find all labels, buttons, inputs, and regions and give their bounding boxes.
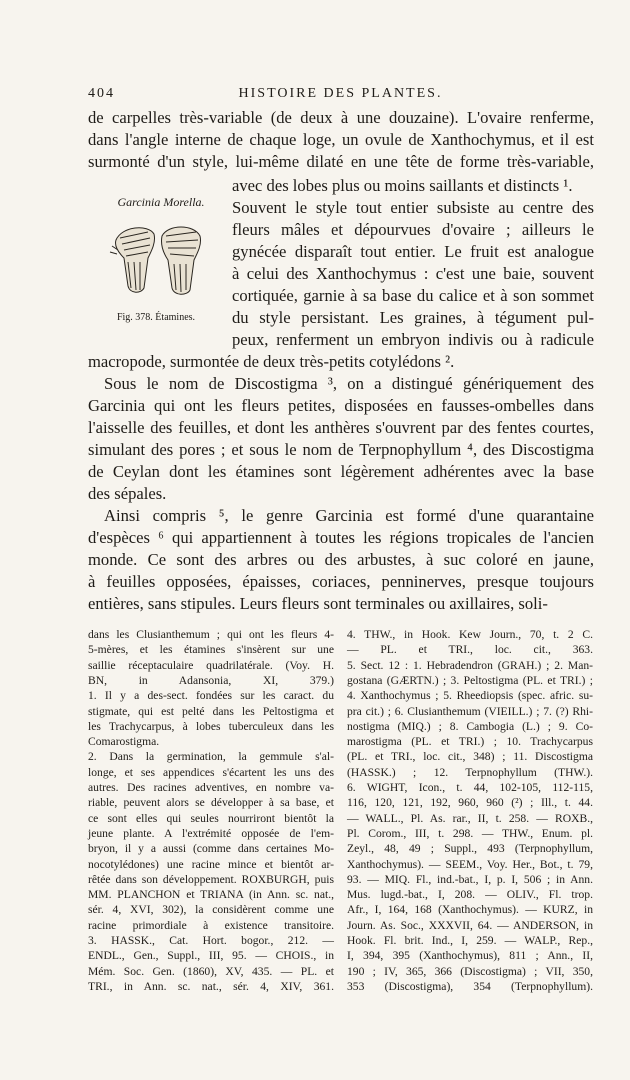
- body-line: à feuilles opposées, épaisses, coriaces, penninerves, presque toujours: [88, 572, 594, 591]
- footnote-line: 116, 120, 121, 192, 960, 960 (²) ; Ill., t. 44.: [347, 796, 593, 810]
- footnote-line: autres. Des racines adventives, en nombre va-: [88, 781, 334, 794]
- footnote-line: Mus. lugd.-bat., I, 208. — OLIV., Fl. trop.: [347, 888, 593, 902]
- footnote-line: Journ. As. Soc., XXXVII, 64. — ANDERSON, in: [347, 918, 593, 932]
- running-head: [88, 86, 593, 106]
- body-line: Sous le nom de Discostigma ³, on a distingué génériquement des: [104, 374, 594, 393]
- footnote-line: 353 (Discostigma), 354 (Terpnophyllum).: [347, 979, 593, 993]
- footnote-line: 4. Xanthochymus ; 5. Rheediopsis (spec. afric. su-: [347, 689, 593, 703]
- body-line: simulant des pores ; et sous le nom de Terpnophyllum ⁴, des Discostigma: [88, 440, 594, 459]
- body-line: Garcinia qui ont les fleurs petites, disposées en fausses-ombelles dans: [88, 396, 594, 415]
- footnote-line: (HASSK.) ; 12. Terpnophyllum (THW.).: [347, 765, 593, 779]
- footnote-line: 1. Il y a des-sect. fondées sur les caract. du: [88, 689, 334, 703]
- footnote-line: stigmate, qui est pelté dans les Peltostigma et: [88, 704, 334, 718]
- footnote-line: longe, et ses appendices s'écartent les uns des: [88, 765, 334, 779]
- footnote-line: bryon, il y a aussi (comme dans certaines Mo-: [88, 842, 334, 856]
- footnote-line: pra cit.) ; 6. Clusianthemum (VIEILL.) ; 7. (?) Rhi-: [347, 704, 593, 718]
- footnote-line: 3. HASSK., Cat. Hort. bogor., 212. —: [88, 934, 334, 947]
- body-line: fleurs mâles et dépourvues d'ovaire ; ailleurs le: [232, 220, 594, 239]
- footnote-line: BN, in Adansonia, XI, 379.): [88, 673, 334, 687]
- footnote-line: — PL. et TRI., loc. cit., 363.: [347, 643, 593, 657]
- footnote-line: jeune plante. A l'extrémité opposée de l'em-: [88, 826, 334, 840]
- footnote-line: 5-mères, et les étamines s'insèrent sur une: [88, 643, 334, 657]
- footnote-line: racine primordiale à existence transitoire.: [88, 918, 334, 932]
- footnote-line: Xanthochymus). — SEEM., Voy. Her., Bot., t. 79,: [347, 857, 593, 871]
- body-line: l'aisselle des feuilles, et dont les anthères s'ouvrent par des fentes courtes,: [88, 418, 594, 437]
- body-line: cortiquée, garnie à sa base du calice et à son sommet: [232, 286, 594, 305]
- body-line: monde. Ce sont des arbres ou des arbustes, à suc coloré en jaune,: [88, 550, 594, 569]
- footnote-line: saillie réceptaculaire quadrilatérale. (Voy. H.: [88, 658, 334, 672]
- figure-title: Garcinia Morella.: [117, 195, 205, 209]
- footnote-line: 2. Dans la germination, la gemmule s'al-: [88, 750, 334, 764]
- footnote-line: 93. — MIQ. Fl., ind.-bat., I, p. I, 506 ; in Ann.: [347, 872, 593, 886]
- body-line: Ainsi compris ⁵, le genre Garcinia est formé d'une quarantaine: [104, 506, 594, 525]
- figure-caption: Fig. 378. Étamines.: [116, 312, 196, 323]
- footnote-line: 5. Sect. 12 : 1. Hebradendron (GRAH.) ; 2. Man-: [347, 658, 593, 672]
- body-line: dans l'angle interne de chaque loge, un ovule de Xanthochymus, et il est: [88, 130, 594, 149]
- footnote-line: I, 394, 395 (Xanthochymus), 811 ; Ann., II,: [347, 949, 593, 963]
- footnote-line: riable, peuvent alors se développer à sa base, et: [88, 796, 334, 810]
- footnote-line: — WALL., Pl. As. rar., II, t. 258. — ROXB.,: [347, 811, 593, 825]
- footnote-line: gostana (GÆRTN.) ; 3. Peltostigma (PL. et TRI.) ;: [347, 673, 593, 687]
- footnote-line: Afr., I, 164, 168 (Xanthochymus). — KURZ, in: [347, 903, 593, 917]
- footnote-line: (PL. et TRI., loc. cit., 348) ; 11. Discostigma: [347, 750, 593, 764]
- footnote-line: 190 ; IV, 365, 366 (Discostigma) ; VII, 350,: [347, 964, 593, 978]
- body-line: macropode, surmontée de deux très-petits cotylédons ².: [88, 352, 455, 371]
- footnote-line: nocotylédones) une racine mince et bientôt ar-: [88, 857, 334, 871]
- footnote-line: Hook. Fl. brit. Ind., I, 259. — WALP., Rep.,: [347, 934, 593, 947]
- page-title: HISTOIRE DES PLANTES.: [238, 86, 443, 101]
- footnote-line: marostigma (PL. et TRI.) ; 10. Trachycarpus: [347, 735, 593, 749]
- body-line: Souvent le style tout entier subsiste au centre des: [232, 198, 594, 217]
- body-line: d'espèces ⁶ qui appartiennent à toutes les régions tropicales de l'ancien: [88, 528, 594, 547]
- footnote-line: Zeyl., 48, 49 ; Suppl., 493 (Terpnophyllum,: [347, 842, 593, 856]
- page-number: 404: [88, 86, 115, 101]
- body-line: avec des lobes plus ou moins saillants et distincts ¹.: [232, 176, 573, 195]
- body-line: du style persistant. Les graines, à tégument pul-: [232, 308, 594, 327]
- footnote-line: ENDL., Gen., Suppl., III, 95. — CHOIS., in: [88, 949, 334, 963]
- body-line: entières, sans stipules. Leurs fleurs sont terminales ou axillaires, soli-: [88, 594, 548, 613]
- footnote-line: TRI., in Ann. sc. nat., sér. 4, XIV, 361.: [88, 979, 334, 993]
- footnote-line: sér. 4, XVI, 302), la considèrent comme une: [88, 903, 334, 917]
- body-line: des sépales.: [88, 484, 167, 503]
- body-line: surmonté d'un style, lui-même dilaté en une tête de forme très-variable,: [88, 152, 594, 171]
- footnote-line: rêtée dans son développement. ROXBURGH, puis: [88, 872, 334, 886]
- body-line: à celui des Xanthochymus : c'est une baie, souvent: [232, 264, 594, 283]
- footnote-line: Pl. Corom., III, t. 298. — THW., Enum. pl.: [347, 826, 593, 840]
- footnote-line: Mém. Soc. Gen. (1860), XV, 435. — PL. et: [88, 964, 334, 978]
- body-line: gynécée disparaît tout entier. Le fruit est analogue: [232, 242, 594, 261]
- footnote-line: MM. PLANCHON et TRIANA (in Ann. sc. nat.,: [88, 888, 334, 902]
- body-line: de Ceylan dont les étamines sont légèrement adhérentes avec la base: [88, 462, 594, 481]
- footnote-line: ce sont elles qui seules nourriront bientôt la: [88, 811, 334, 825]
- footnote-line: 4. THW., in Hook. Kew Journ., 70, t. 2 C.: [347, 628, 593, 641]
- footnote-line: dans les Clusianthemum ; qui ont les fleurs 4-: [88, 628, 334, 641]
- body-line: peux, renferment un embryon indivis ou à radicule: [232, 330, 594, 349]
- footnote-line: 6. WIGHT, Icon., t. 44, 102-105, 112-115,: [347, 781, 593, 794]
- footnote-line: Comarostigma.: [88, 735, 160, 749]
- stamen-illustration: [108, 218, 208, 300]
- footnote-line: les Trachycarpus, à lobes tuberculeux dans les: [88, 719, 334, 733]
- footnote-line: nostigma (MIQ.) ; 8. Cambogia (L.) ; 9. Co-: [347, 719, 593, 733]
- body-line: de carpelles très-variable (de deux à une douzaine). L'ovaire renferme,: [88, 108, 594, 127]
